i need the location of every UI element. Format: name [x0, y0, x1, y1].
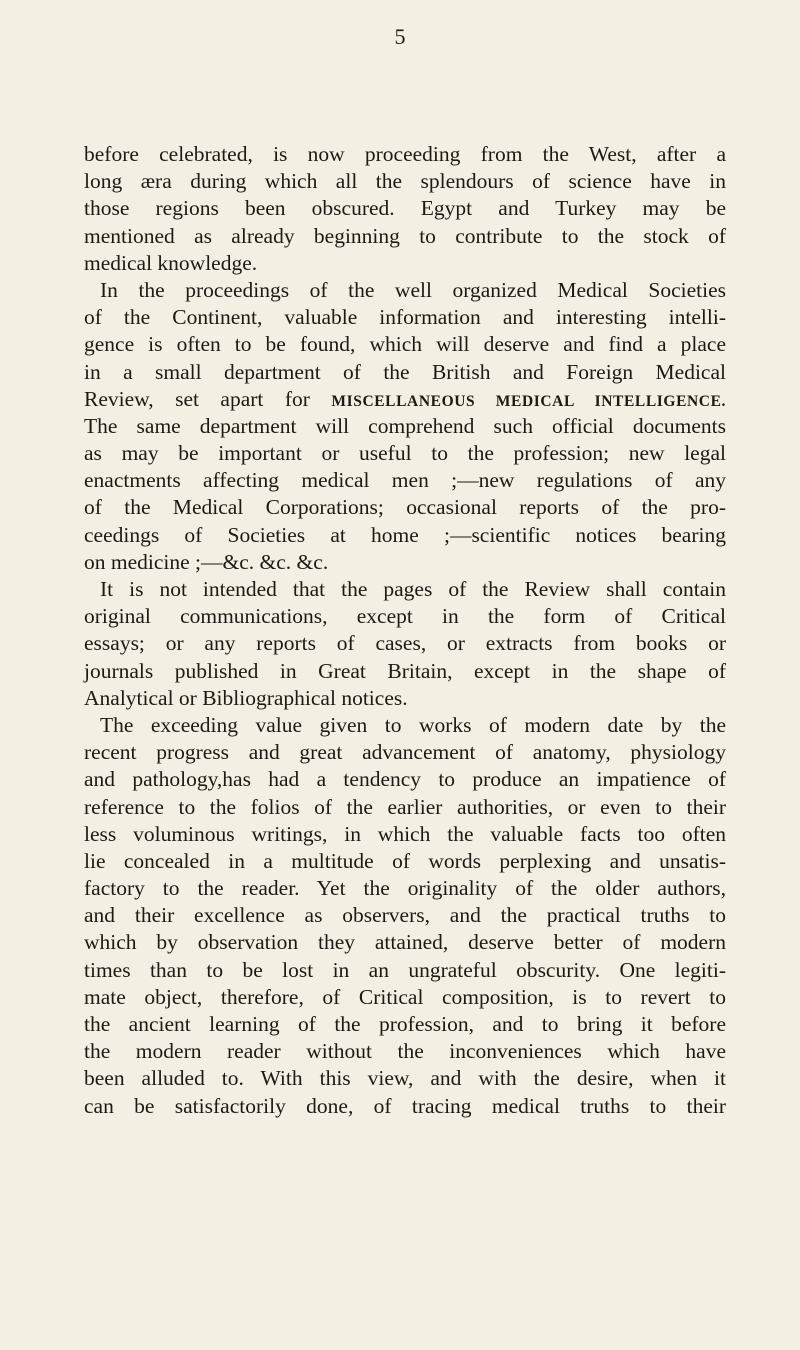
- text-line: recent progress and great advancement of anatomy, physiology: [84, 740, 726, 765]
- text-line: and their excellence as observers, and the practical truths to: [84, 903, 726, 928]
- text-line: the modern reader without the inconveniences which have: [84, 1039, 726, 1064]
- paragraph-miscellaneous-intelligence: [84, 277, 726, 576]
- text-fragment: Review, set apart for: [84, 386, 332, 411]
- text-line: in a small department of the British and Foreign Medical: [84, 359, 726, 384]
- text-line: those regions been obscured. Egypt and Turkey may be: [84, 196, 726, 221]
- text-line: lie concealed in a multitude of words perplexing and unsatis-: [84, 848, 726, 873]
- text-line: journals published in Great Britain, except in the shape of: [84, 658, 726, 683]
- paragraph-original-communications: [84, 576, 726, 712]
- text-line: enactments affecting medical men ;—new regulations of any: [84, 468, 726, 493]
- text-line: In the proceedings of the well organized Medical Societies: [100, 277, 726, 302]
- paragraph-modern-works: [84, 712, 726, 1120]
- text-line: on medicine ;—&c. &c. &c.: [84, 549, 329, 574]
- text-line: mentioned as already beginning to contribute to the stock of: [84, 223, 726, 248]
- text-line: essays; or any reports of cases, or extracts from books or: [84, 631, 726, 656]
- text-line: as may be important or useful to the profession; new legal: [84, 441, 726, 466]
- text-line: which by observation they attained, deserve better of modern: [84, 930, 726, 955]
- text-line-with-small-caps: [84, 386, 726, 413]
- text-line: Analytical or Bibliographical notices.: [84, 685, 408, 710]
- text-line: the ancient learning of the profession, and to bring it before: [84, 1012, 726, 1036]
- text-line: of the Medical Corporations; occasional reports of the pro-: [84, 495, 726, 520]
- text-line: medical knowledge.: [84, 250, 258, 275]
- text-line: It is not intended that the pages of the Review shall contain: [100, 577, 726, 601]
- text-line: gence is often to be found, which will deserve and find a place: [84, 332, 726, 357]
- text-line: ceedings of Societies at home ;—scientific notices bearing: [84, 522, 726, 547]
- text-line: and pathology,has had a tendency to produce an impatience of: [84, 767, 726, 792]
- text-line: reference to the folios of the earlier authorities, or even to their: [84, 794, 726, 819]
- text-line: long æra during which all the splendours of science have in: [84, 169, 726, 194]
- body-text: [84, 141, 726, 1120]
- text-line: mate object, therefore, of Critical composition, is to revert to: [84, 984, 726, 1009]
- text-line: original communications, except in the form of Critical: [84, 604, 726, 629]
- paragraph-continuation: [84, 141, 726, 277]
- text-line: factory to the reader. Yet the originality of the older authors,: [84, 876, 726, 901]
- text-line: The same department will comprehend such official documents: [84, 413, 726, 438]
- text-line: can be satisfactorily done, of tracing medical truths to their: [84, 1093, 726, 1118]
- page-number: 5: [394, 24, 406, 49]
- section-heading-small-caps: MISCELLANEOUS MEDICAL INTELLIGENCE.: [331, 392, 727, 410]
- text-line: before celebrated, is now proceeding from the West, after a: [84, 142, 726, 166]
- text-line: of the Continent, valuable information and interesting intelli-: [84, 305, 726, 330]
- text-line: less voluminous writings, in which the valuable facts too often: [84, 821, 726, 846]
- text-line: The exceeding value given to works of modern date by the: [100, 712, 726, 737]
- text-line: times than to be lost in an ungrateful obscurity. One legiti-: [84, 957, 726, 982]
- text-line: been alluded to. With this view, and with the desire, when it: [84, 1066, 726, 1091]
